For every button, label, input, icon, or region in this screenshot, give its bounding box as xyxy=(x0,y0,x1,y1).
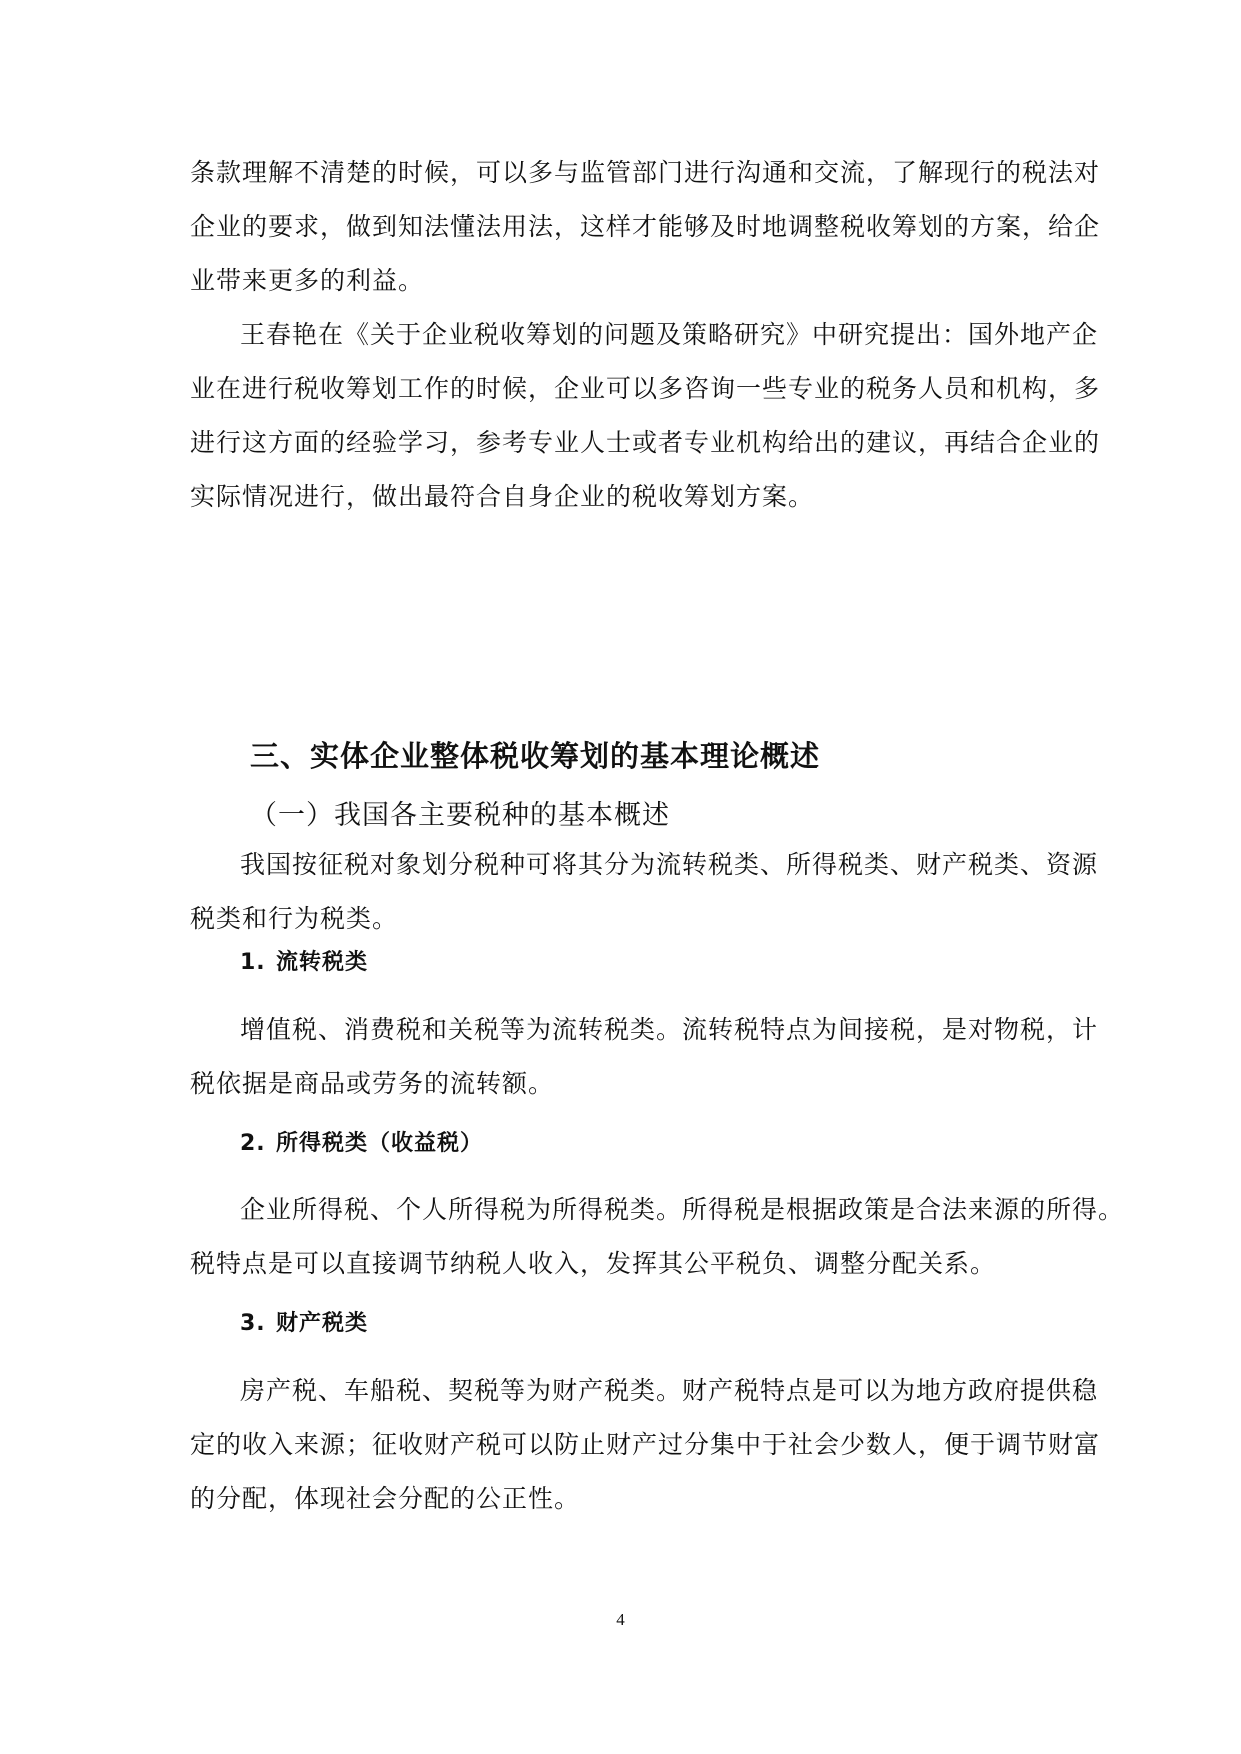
paragraph-turnover-tax xyxy=(190,1003,1099,1111)
text-line: 房产税、车船税、契税等为财产税类。财产税特点是可以为地方政府提供稳 xyxy=(240,1376,1099,1405)
item-heading-income-tax xyxy=(240,1126,483,1157)
text-line: 进行这方面的经验学习，参考专业人士或者专业机构给出的建议，再结合企业的 xyxy=(190,428,1101,457)
text-line: 业在进行税收筹划工作的时候，企业可以多咨询一些专业的税务人员和机构，多 xyxy=(190,374,1101,403)
text-line: 税特点是可以直接调节纳税人收入，发挥其公平税负、调整分配关系。 xyxy=(190,1249,997,1278)
text-line: 我国按征税对象划分税种可将其分为流转税类、所得税类、财产税类、资源 xyxy=(240,850,1099,879)
text-line: 条款理解不清楚的时候，可以多与监管部门进行沟通和交流，了解现行的税法对 xyxy=(190,158,1101,187)
item-title: 流转税类 xyxy=(276,950,369,975)
text-line: 的分配，体现社会分配的公正性。 xyxy=(190,1484,581,1513)
text-line: 税类和行为税类。 xyxy=(190,904,399,933)
item-number: 2. xyxy=(240,1131,266,1156)
text-line: 业带来更多的利益。 xyxy=(190,266,425,295)
item-number: 1. xyxy=(240,950,266,975)
paragraph-property-tax xyxy=(190,1364,1101,1526)
paragraph-tax-classification xyxy=(190,838,1099,946)
text-line: 定的收入来源；征收财产税可以防止财产过分集中于社会少数人，便于调节财富 xyxy=(190,1430,1101,1459)
item-title: 所得税类（收益税） xyxy=(276,1131,484,1156)
subsection-heading: （一）我国各主要税种的基本概述 xyxy=(250,800,670,831)
item-number: 3. xyxy=(240,1311,266,1336)
paragraph-income-tax xyxy=(190,1183,1125,1291)
paragraph-continued xyxy=(190,146,1101,308)
item-heading-turnover-tax xyxy=(240,945,368,976)
item-title: 财产税类 xyxy=(276,1311,369,1336)
text-line: 增值税、消费税和关税等为流转税类。流转税特点为间接税，是对物税，计 xyxy=(240,1015,1099,1044)
section-heading: 三、实体企业整体税收筹划的基本理论概述 xyxy=(250,739,821,773)
text-line: 税依据是商品或劳务的流转额。 xyxy=(190,1069,555,1098)
text-line: 实际情况进行，做出最符合自身企业的税收筹划方案。 xyxy=(190,482,815,511)
text-line: 企业的要求，做到知法懂法用法，这样才能够及时地调整税收筹划的方案，给企 xyxy=(190,212,1101,241)
page-number: 4 xyxy=(616,1610,625,1629)
text-line: 王春艳在《关于企业税收筹划的问题及策略研究》中研究提出：国外地产企 xyxy=(240,320,1099,349)
text-line: 企业所得税、个人所得税为所得税类。所得税是根据政策是合法来源的所得。 xyxy=(240,1195,1125,1224)
paragraph-wang-chunyan xyxy=(190,308,1101,524)
item-heading-property-tax xyxy=(240,1306,368,1337)
